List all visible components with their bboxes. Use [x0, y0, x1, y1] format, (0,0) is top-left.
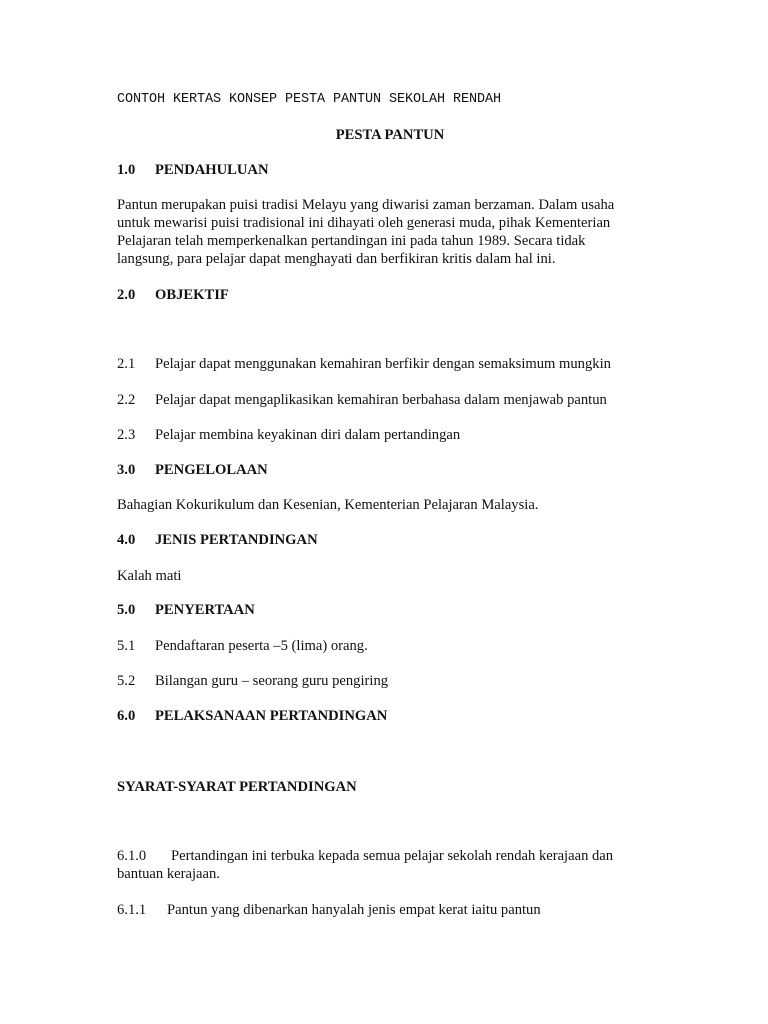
section-heading-jenis-pertandingan: [117, 531, 318, 549]
section-heading-objektif: [117, 286, 229, 304]
section-title: JENIS PERTANDINGAN: [155, 532, 318, 548]
list-item: [117, 637, 368, 655]
list-item: [117, 672, 388, 690]
section-number: 1.0: [117, 162, 136, 178]
item-number: 5.1: [117, 638, 136, 654]
document-title: CONTOH KERTAS KONSEP PESTA PANTUN SEKOLAH RENDAH: [117, 92, 502, 107]
section-number: 6.0: [117, 708, 136, 724]
pengelolaan-text: Bahagian Kokurikulum dan Kesenian, Kementerian Pelajaran Malaysia.: [117, 497, 539, 513]
list-item: [117, 901, 541, 919]
section-title: PENYERTAAN: [155, 602, 255, 618]
item-number: 2.2: [117, 392, 136, 408]
item-text: Pendaftaran peserta –5 (lima) orang.: [155, 638, 368, 654]
pendahuluan-paragraph: [117, 196, 657, 268]
item-text: Bilangan guru – seorang guru pengiring: [155, 673, 389, 689]
section-title: OBJEKTIF: [155, 287, 229, 303]
item-text: Pelajar dapat mengaplikasikan kemahiran berbahasa dalam menjawab pantun: [155, 392, 607, 408]
item-text: Pantun yang dibenarkan hanyalah jenis empat kerat iaitu pantun: [167, 902, 541, 918]
section-heading-pengelolaan: [117, 461, 268, 479]
section-heading-pendahuluan: [117, 161, 269, 179]
paragraph-line: untuk mewarisi puisi tradisional ini dihayati oleh generasi muda, pihak Kementerian: [117, 215, 611, 231]
main-title: PESTA PANTUN: [335, 127, 445, 143]
list-item: [117, 391, 607, 409]
section-title: PELAKSANAAN PERTANDINGAN: [155, 708, 388, 724]
item-continuation: bantuan kerajaan.: [117, 866, 220, 882]
subheading-syarat: SYARAT-SYARAT PERTANDINGAN: [117, 779, 357, 795]
section-number: 5.0: [117, 602, 136, 618]
item-text: Pelajar dapat menggunakan kemahiran berfikir dengan semaksimum mungkin: [155, 356, 611, 372]
list-item: [117, 355, 611, 373]
item-text: Pelajar membina keyakinan diri dalam pertandingan: [155, 427, 461, 443]
item-number: 2.3: [117, 427, 136, 443]
section-number: 2.0: [117, 287, 136, 303]
item-number: 6.1.0: [117, 848, 147, 864]
section-heading-penyertaan: [117, 601, 255, 619]
paragraph-line: Pantun merupakan puisi tradisi Melayu yang diwarisi zaman berzaman. Dalam usaha: [117, 197, 615, 213]
section-number: 3.0: [117, 462, 136, 478]
item-number: 2.1: [117, 356, 136, 372]
item-number: 5.2: [117, 673, 136, 689]
paragraph-line: langsung, para pelajar dapat menghayati dan berfikiran kritis dalam hal ini.: [117, 251, 556, 267]
section-title: PENDAHULUAN: [155, 162, 269, 178]
item-text: Pertandingan ini terbuka kepada semua pelajar sekolah rendah kerajaan dan: [171, 848, 614, 864]
list-item: [117, 426, 460, 444]
item-number: 6.1.1: [117, 902, 147, 918]
section-number: 4.0: [117, 532, 136, 548]
jenis-pertandingan-text: Kalah mati: [117, 568, 182, 584]
paragraph-line: Pelajaran telah memperkenalkan pertandingan ini pada tahun 1989. Secara tidak: [117, 233, 586, 249]
section-title: PENGELOLAAN: [155, 462, 268, 478]
list-item: [117, 847, 613, 865]
section-heading-pelaksanaan: [117, 707, 387, 725]
